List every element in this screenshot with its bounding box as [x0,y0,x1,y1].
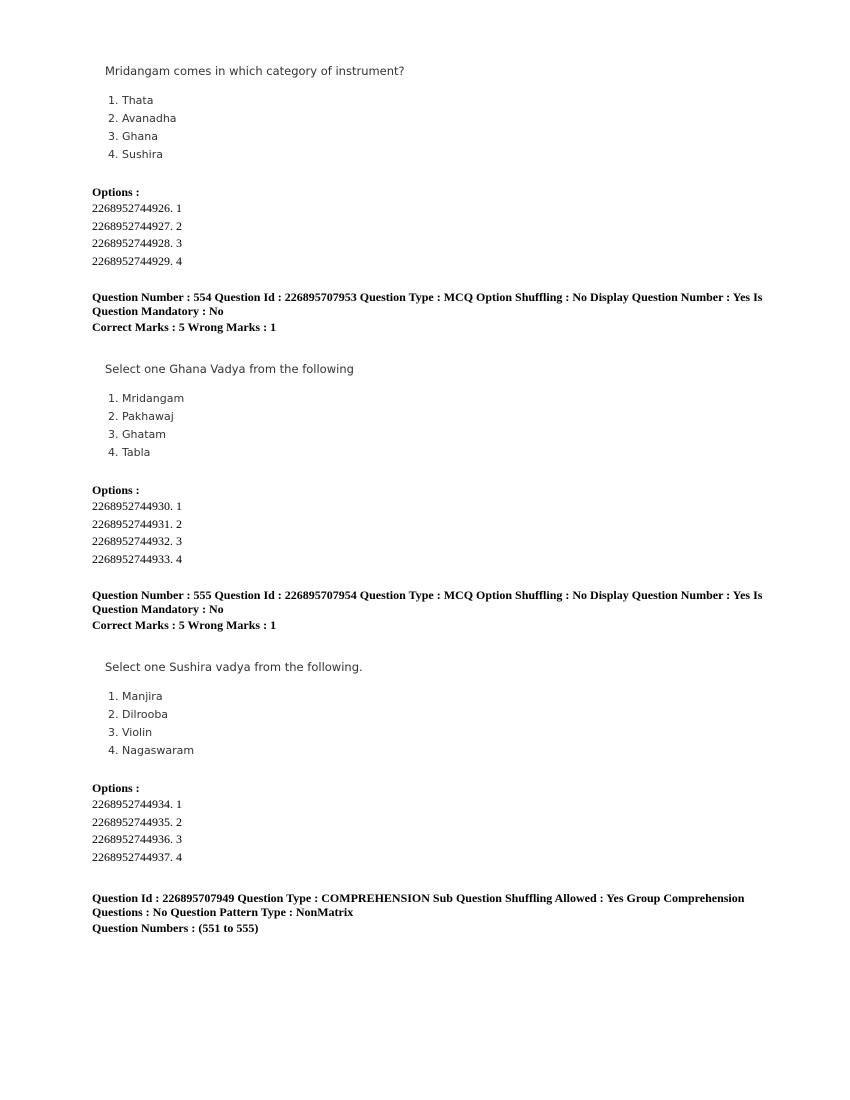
choice-4: 4. Tabla [108,446,151,459]
choice-4: 4. Nagaswaram [108,744,195,757]
answer-choices [108,688,194,760]
option-id: 2268952744934. 1 [92,797,182,811]
option-id: 2268952744929. 4 [92,253,182,268]
answer-choices [108,92,177,164]
question-text: Mridangam comes in which category of instrument? [105,64,405,78]
options-heading: Options : [92,781,140,795]
choice-1: 1. Thata [108,94,154,107]
option-id: 2268952744926. 1 [92,201,182,215]
option-id: 2268952744928. 3 [92,236,182,250]
choice-2: 2. Pakhawaj [108,410,174,423]
options-heading: Options : [92,185,140,199]
meta-line: Questions : No Question Pattern Type : NonMatrix [92,905,354,919]
option-id: 2268952744930. 1 [92,499,182,513]
question-text: Select one Ghana Vadya from the following [105,362,354,376]
meta-line: Question Number : 555 Question Id : 226895707954 Question Type : MCQ Option Shuffling : No Display Question Number : Yes Is [92,588,763,602]
option-id: 2268952744935. 2 [92,814,182,829]
marks-line: Correct Marks : 5 Wrong Marks : 1 [92,320,277,334]
choice-1: 1. Mridangam [108,392,185,405]
question-numbers-line: Question Numbers : (551 to 555) [92,921,259,935]
option-id: 2268952744936. 3 [92,832,182,846]
comprehension-meta [92,891,772,935]
choice-3: 3. Violin [108,726,153,739]
meta-line: Question Id : 226895707949 Question Type : COMPREHENSION Sub Question Shuffling Allowed : Yes Group Comprehension [92,891,745,905]
option-ids [92,200,182,270]
question-meta-554 [92,290,772,334]
option-id: 2268952744932. 3 [92,534,182,548]
choice-3: 3. Ghatam [108,428,166,441]
choice-3: 3. Ghana [108,130,158,143]
option-id: 2268952744931. 2 [92,516,182,531]
option-id: 2268952744937. 4 [92,849,182,864]
meta-line: Question Mandatory : No [92,602,224,616]
option-ids [92,796,182,866]
choice-2: 2. Dilrooba [108,708,169,721]
option-id: 2268952744927. 2 [92,218,182,233]
marks-line: Correct Marks : 5 Wrong Marks : 1 [92,618,277,632]
option-ids [92,498,182,568]
option-id: 2268952744933. 4 [92,551,182,566]
choice-1: 1. Manjira [108,690,163,703]
answer-choices [108,390,184,462]
question-meta-555 [92,588,772,632]
meta-line: Question Mandatory : No [92,304,224,318]
meta-line: Question Number : 554 Question Id : 226895707953 Question Type : MCQ Option Shuffling : No Display Question Number : Yes Is [92,290,763,304]
choice-4: 4. Sushira [108,148,163,161]
question-text: Select one Sushira vadya from the following. [105,660,363,674]
options-heading: Options : [92,483,140,497]
choice-2: 2. Avanadha [108,112,177,125]
